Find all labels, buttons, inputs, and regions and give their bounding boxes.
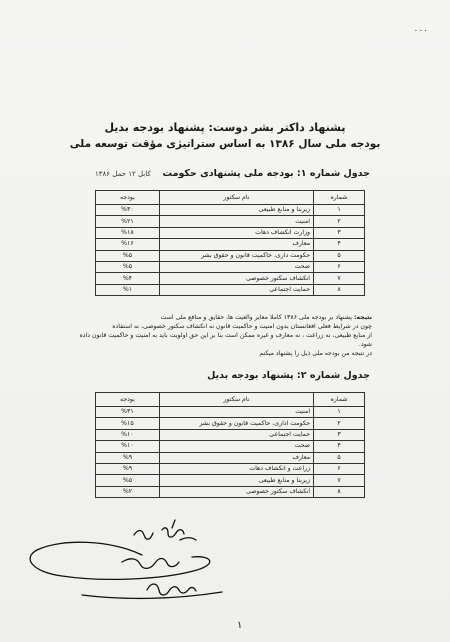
table1-heading-row [95, 168, 370, 179]
row-sector: حمایت اجتماعی [159, 429, 313, 440]
table-row [96, 250, 365, 261]
table-row [96, 205, 365, 216]
table-row [96, 407, 365, 418]
row-budget: %۱۸ [96, 227, 160, 238]
row-sector: امنیت [159, 407, 313, 418]
table-row [96, 273, 365, 284]
header-num: شماره [314, 191, 365, 205]
row-budget: %۱۶ [96, 239, 160, 250]
table-header-row [96, 191, 365, 205]
conclusion-line-1 [72, 313, 372, 322]
government-budget-table [95, 190, 365, 296]
row-num: ۶ [314, 463, 365, 474]
row-budget: %۹ [96, 452, 160, 463]
page-number: ۱ [237, 620, 243, 631]
title-line-1: پشنهاد داکتر بشر دوست: پشنهاد بودجه بدیل [104, 121, 346, 134]
conclusion-line-4: در نتیجه من بودجه ملی ذیل را پشنهاد میکنم [259, 350, 372, 357]
table-row [96, 239, 365, 250]
date-line: کابل ۱۲ حمل ۱۳۸۶ [95, 170, 151, 178]
row-num: ۴ [314, 441, 365, 452]
conclusion-paragraph [72, 313, 372, 358]
alternative-budget-table [95, 392, 365, 498]
table-row [96, 216, 365, 227]
table-row [96, 463, 365, 474]
row-sector: حکومت اداری، حاکمیت قانون و حقوق بشر [159, 418, 313, 429]
table-row [96, 227, 365, 238]
row-num: ۲ [314, 216, 365, 227]
conclusion-line-2: چون در شرایط فعلی افغانستان بدون امنیت و حاکمیت قانون نه انکشاف سکتور خصوصی، نه استفاده [112, 323, 372, 330]
row-sector: امنیت [159, 216, 313, 227]
table-row [96, 475, 365, 486]
table1-heading: جدول شماره ۱: بودجه ملی پشنهادی حکومت [162, 168, 370, 179]
table-row [96, 441, 365, 452]
row-sector: زیربنا و منابع طبیعی [159, 475, 313, 486]
row-budget: %۲۱ [96, 216, 160, 227]
row-num: ۳ [314, 227, 365, 238]
handwritten-signature [22, 500, 262, 610]
table-header-row [96, 393, 365, 407]
row-budget: %۵ [96, 250, 160, 261]
row-budget: %۹ [96, 463, 160, 474]
conclusion-label: نتیجه: [353, 314, 372, 321]
row-budget: %۳۰ [96, 205, 160, 216]
table-row [96, 429, 365, 440]
row-sector: زراعت و انکشاف دهات [159, 463, 313, 474]
conclusion-text-1: پشنهاد بر بودجه ملی ۱۳۸۶ کاملا معایر والعیت ها، حقایق و منافع ملی است [160, 314, 352, 321]
table-row [96, 486, 365, 497]
row-sector: معارف [159, 239, 313, 250]
row-budget: %۱ [96, 284, 160, 295]
header-name: نام سکتور [159, 191, 313, 205]
row-num: ۷ [314, 273, 365, 284]
table-row [96, 261, 365, 272]
table-row [96, 418, 365, 429]
row-sector: صحت [159, 441, 313, 452]
row-sector: انکشاف سکتور خصوصی [159, 273, 313, 284]
row-sector: انکشاف سکتور خصوصی [159, 486, 313, 497]
conclusion-line-3: از منابع طبیعی، نه زراعت ، نه معارف و غیره ممکن است بنا بر این حق اولویت باید به امنیت و حاکمیت قانون داده شود. [79, 332, 372, 348]
row-num: ۷ [314, 475, 365, 486]
row-num: ۴ [314, 239, 365, 250]
table-row [96, 284, 365, 295]
corner-mark: ٠٠٠ [413, 26, 428, 36]
row-sector: وزارت انکشاف دهات [159, 227, 313, 238]
row-budget: %۵ [96, 261, 160, 272]
header-budget: بودجه [96, 191, 160, 205]
table-row [96, 452, 365, 463]
header-budget: بودجه [96, 393, 160, 407]
row-sector: معارف [159, 452, 313, 463]
header-name: نام سکتور [159, 393, 313, 407]
row-num: ۶ [314, 261, 365, 272]
row-num: ۱ [314, 205, 365, 216]
row-num: ۸ [314, 284, 365, 295]
row-budget: %۱۵ [96, 418, 160, 429]
row-num: ۲ [314, 418, 365, 429]
row-sector: صحت [159, 261, 313, 272]
row-budget: %۱۰ [96, 441, 160, 452]
table2-heading-row [95, 370, 370, 381]
row-num: ۱ [314, 407, 365, 418]
row-num: ۵ [314, 452, 365, 463]
row-sector: حمایت اجتماعی [159, 284, 313, 295]
row-num: ۳ [314, 429, 365, 440]
row-budget: %۵ [96, 475, 160, 486]
document-title [60, 120, 390, 152]
row-sector: حکومت داری، حاکمیت قانون و حقوق بشر [159, 250, 313, 261]
title-line-2: بودجه ملی سال ۱۳۸۶ به اساس ستراتیژی مؤقت توسعه ملی [69, 138, 381, 150]
row-budget: %۴ [96, 273, 160, 284]
row-budget: %۲ [96, 486, 160, 497]
row-num: ۵ [314, 250, 365, 261]
row-num: ۸ [314, 486, 365, 497]
row-sector: زیربنا و منابع طبیعی [159, 205, 313, 216]
row-budget: %۱۰ [96, 429, 160, 440]
header-num: شماره [314, 393, 365, 407]
row-budget: %۳۱ [96, 407, 160, 418]
table2-heading: جدول شماره ۲: پشنهاد بودجه بدیل [207, 370, 370, 381]
